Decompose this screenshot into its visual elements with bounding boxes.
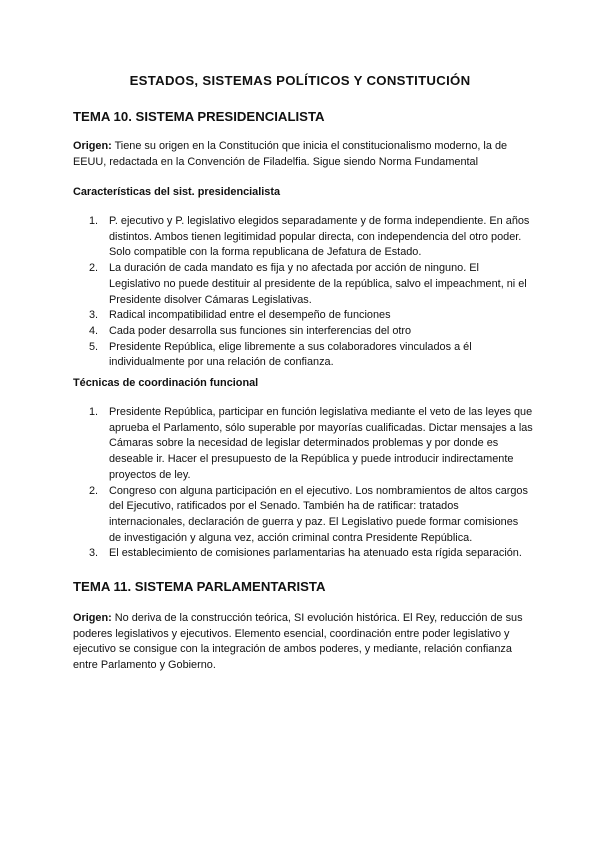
list-item bbox=[73, 214, 533, 261]
list-item bbox=[73, 340, 533, 371]
list-item-text: Congreso con alguna participación en el ejecutivo. Los nombramientos de altos cargos del Ejecutivo, ratificados por el Senado. También ha de ratificar: tratados internacionales, declaración de guerra y paz. El Legislativo puede formar comisiones de investigación y alguna vez, acción criminal contra Presidente República. bbox=[109, 484, 528, 544]
list-item-number: 5. bbox=[89, 340, 99, 353]
list-item-text: El establecimiento de comisiones parlamentarias ha atenuado esta rígida separación. bbox=[109, 547, 522, 560]
list-item-number: 3. bbox=[89, 309, 99, 322]
list-item bbox=[73, 308, 533, 324]
origen-label: Origen: bbox=[73, 140, 112, 152]
list-item bbox=[73, 405, 533, 484]
origen-text: No deriva de la construcción teórica, SI evolución histórica. El Rey, reducción de sus poderes legislativos y ejecutivos. Elemento esencial, coordinación entre poder legislativo y ejecutivo se consigue con la integración de ambos poderes, y mediante, relación confianza entre Parlamento y Gobierno. bbox=[73, 612, 523, 672]
list-item-text: Radical incompatibilidad entre el desempeño de funciones bbox=[109, 309, 391, 322]
origen-label: Origen: bbox=[73, 612, 112, 624]
list-item-text: La duración de cada mandato es fija y no afectada por acción de ninguno. El Legislativo no puede destituir al presidente de la república, salvo el impeachment, ni el Presidente disolver Cámaras Legislativas. bbox=[109, 262, 527, 306]
origen-text: Tiene su origen en la Constitución que inicia el constitucionalismo moderno, la de EEUU, redactada en la Convención de Filadelfia. Sigue siendo Norma Fundamental bbox=[73, 140, 508, 168]
list-item-number: 4. bbox=[89, 324, 99, 337]
list-item-text: Presidente República, elige libremente a sus colaboradores vinculados a él individualmente por una relación de confianza. bbox=[109, 340, 472, 369]
list-item-number: 3. bbox=[89, 547, 99, 560]
list-item-text: Presidente República, participar en función legislativa mediante el veto de las leyes que aprueba el Parlamento, sólo superable por mayorías cualificadas. Dictar mensajes a las Cámaras sobre la necesidad de legislar determinados problemas y por donde es deseable ir. Hacer el presupuesto de la República y puede introducir indirectamente proyectos de ley. bbox=[109, 406, 533, 481]
caracteristicas-heading: Características del sist. presidencialista bbox=[73, 186, 281, 198]
list-item bbox=[73, 324, 533, 340]
list-item bbox=[73, 546, 533, 562]
tema-11-heading: TEMA 11. SISTEMA PARLAMENTARISTA bbox=[73, 579, 326, 594]
tema-11-origen-paragraph bbox=[73, 611, 535, 674]
list-item-number: 1. bbox=[89, 215, 99, 227]
list-item-text: P. ejecutivo y P. legislativo elegidos separadamente y de forma independiente. En años distintos. Ambos tienen legitimidad popular directa, con independencia del otro poder. Solo compatible con la forma republicana de Jefatura de Estado. bbox=[109, 215, 530, 259]
tecnicas-list bbox=[73, 405, 533, 562]
list-item bbox=[73, 484, 533, 547]
list-item-number: 2. bbox=[89, 262, 99, 275]
list-item-text: Cada poder desarrolla sus funciones sin interferencias del otro bbox=[109, 324, 412, 337]
list-item bbox=[73, 261, 533, 308]
list-item-number: 1. bbox=[89, 406, 99, 418]
tema-10-heading: TEMA 10. SISTEMA PRESIDENCIALISTA bbox=[73, 109, 325, 124]
document-title: ESTADOS, SISTEMAS POLÍTICOS Y CONSTITUCIÓN bbox=[129, 73, 471, 88]
tema-10-origen-paragraph bbox=[73, 139, 535, 170]
list-item-number: 2. bbox=[89, 484, 99, 497]
caracteristicas-list bbox=[73, 214, 533, 371]
tecnicas-heading: Técnicas de coordinación funcional bbox=[73, 377, 259, 389]
